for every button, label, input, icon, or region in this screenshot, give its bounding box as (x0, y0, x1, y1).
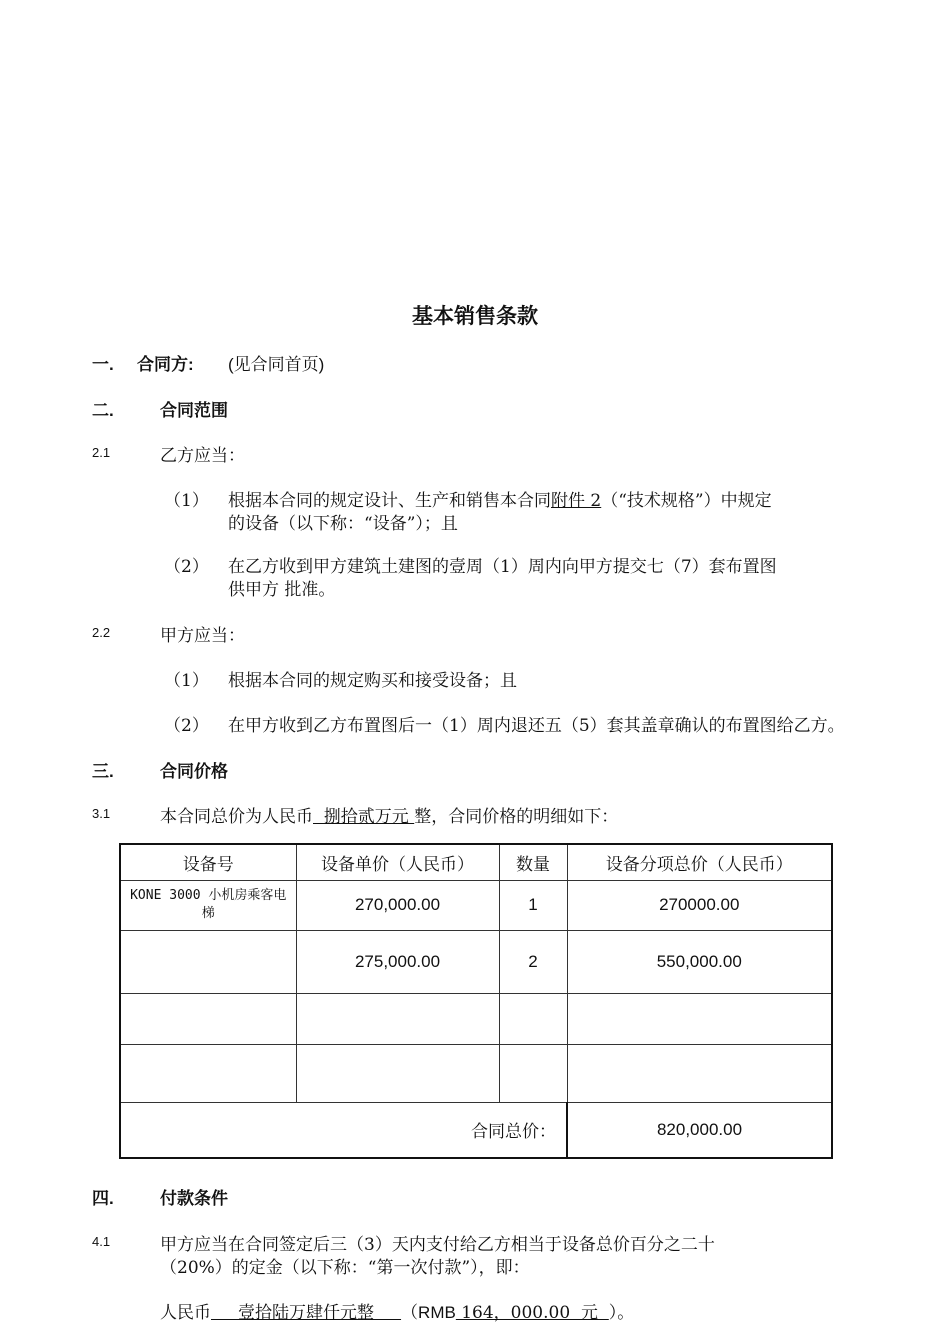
table-cell-quantity (499, 1044, 567, 1102)
rmb-paren-open: （RMB (401, 1303, 456, 1322)
clause-2-2-item-1-marker: （1） (164, 671, 209, 691)
price-table (119, 843, 833, 1159)
clause-2-2-item-1-text: 根据本合同的规定购买和接受设备；且 (228, 671, 517, 691)
table-cell-unit-price: 270,000.00 (296, 880, 499, 930)
clause-2-1-item-1-line-2: 的设备（以下称：“设备”）；且 (228, 514, 458, 534)
clause-text: 根据本合同的规定设计、生产和销售本合同 (228, 491, 551, 511)
table-cell-unit-price (296, 993, 499, 1044)
clause-2-1-item-1-line-1 (228, 486, 772, 511)
section-1-label: 合同方: (137, 355, 194, 374)
clause-2-2-text: 甲方应当： (160, 626, 245, 646)
table-row (120, 1044, 832, 1102)
rmb-label: 人民币 (160, 1303, 211, 1323)
clause-3-1-number: 3.1 (92, 806, 111, 821)
clause-text: （“技术规格”）中规定 (601, 491, 772, 511)
first-payment-amount-number: 164，000.00 元 (455, 1303, 609, 1323)
clause-2-1-item-2-line-2: 供甲方 批准。 (228, 580, 336, 600)
table-header: 设备分项总价（人民币） (567, 844, 832, 880)
table-cell-subtotal (567, 1044, 832, 1102)
table-total-row (120, 1102, 832, 1158)
document-title: 基本销售条款 (412, 305, 538, 328)
contract-total-value: 820,000.00 (567, 1102, 832, 1158)
paren-close: ) (318, 355, 325, 374)
rmb-paren-close: ）。 (608, 1303, 635, 1323)
table-header-row (120, 844, 832, 880)
clause-3-1-text (160, 802, 618, 827)
clause-2-1-item-1-marker: （1） (164, 491, 209, 511)
clause-2-1-text: 乙方应当： (160, 446, 245, 466)
table-cell-quantity (499, 993, 567, 1044)
clause-2-2-item-2-marker: （2） (164, 716, 209, 736)
table-cell-quantity: 1 (499, 880, 567, 930)
table-cell-equipment: KONE 3000 小机房乘客电梯 (120, 880, 296, 930)
table-row (120, 993, 832, 1044)
contract-total-label: 合同总价： (120, 1102, 567, 1158)
clause-4-1-line-2: （20%）的定金（以下称：“第一次付款”），即： (160, 1258, 530, 1278)
table-header: 设备单价（人民币） (296, 844, 499, 880)
clause-2-1-number: 2.1 (92, 445, 111, 460)
table-cell-equipment (120, 930, 296, 993)
table-header: 数量 (499, 844, 567, 880)
appendix-2-reference: 附件 2 (551, 491, 602, 511)
clause-2-2-item-2-text: 在甲方收到乙方布置图后一（1）周内退还五（5）套其盖章确认的布置图给乙方。 (228, 716, 845, 736)
total-amount-in-words: 捌拾贰万元 (313, 807, 415, 827)
clause-2-1-item-2-line-1: 在乙方收到甲方建筑土建图的壹周（1）周内向甲方提交七（7）套布置图 (228, 557, 777, 577)
table-cell-quantity: 2 (499, 930, 567, 993)
clause-2-1-item-2-marker: （2） (164, 557, 209, 577)
table-cell-subtotal (567, 993, 832, 1044)
table-cell-equipment (120, 993, 296, 1044)
table-cell-equipment (120, 1044, 296, 1102)
table-header: 设备号 (120, 844, 296, 880)
section-3-heading: 合同价格 (160, 762, 228, 781)
table-cell-unit-price: 275,000.00 (296, 930, 499, 993)
section-4-heading: 付款条件 (160, 1189, 228, 1208)
first-payment-amount-line (160, 1298, 634, 1323)
section-1-text (228, 350, 324, 375)
section-1-number: 一. (92, 355, 114, 374)
table-row (120, 930, 832, 993)
section-2-number: 二. (92, 401, 114, 420)
table-row (120, 880, 832, 930)
clause-4-1-number: 4.1 (92, 1234, 111, 1249)
clause-2-2-number: 2.2 (92, 625, 111, 640)
section-1-value: 见合同首页 (233, 355, 319, 375)
section-4-number: 四. (92, 1189, 114, 1208)
table-cell-subtotal: 550,000.00 (567, 930, 832, 993)
table-cell-subtotal: 270000.00 (567, 880, 832, 930)
clause-text: 整，合同价格的明细如下： (414, 807, 619, 827)
section-3-number: 三. (92, 762, 114, 781)
first-payment-amount-in-words: 壹拾陆万肆仟元整 (211, 1303, 402, 1323)
paren-open: ( (228, 355, 234, 374)
clause-4-1-line-1: 甲方应当在合同签定后三（3）天内支付给乙方相当于设备总价百分之二十 (160, 1235, 715, 1255)
section-2-heading: 合同范围 (160, 401, 228, 420)
clause-text: 本合同总价为人民币 (160, 807, 313, 827)
table-cell-unit-price (296, 1044, 499, 1102)
